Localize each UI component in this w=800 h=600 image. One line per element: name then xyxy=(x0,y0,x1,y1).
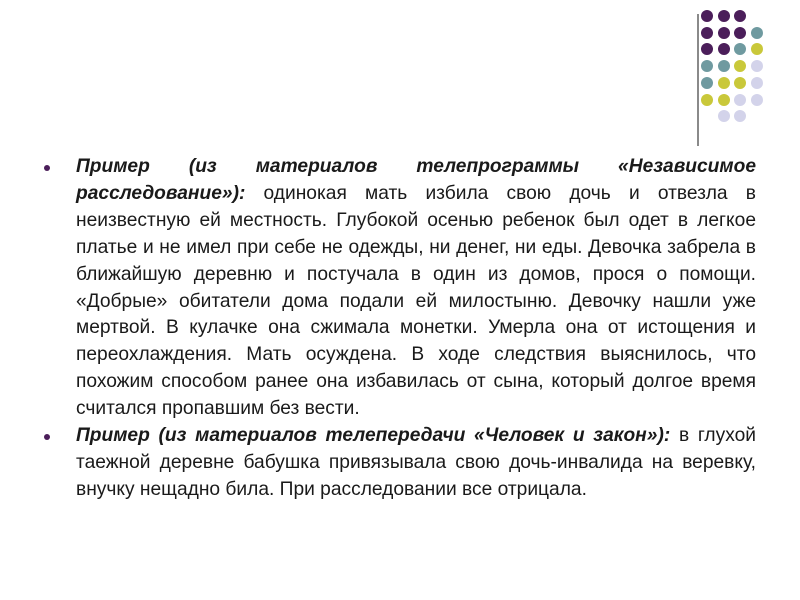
decorative-dot xyxy=(701,94,713,106)
decorative-dot xyxy=(751,77,763,89)
decorative-dot xyxy=(751,27,763,39)
decorative-dot xyxy=(701,60,713,72)
decorative-dot-grid xyxy=(701,10,800,140)
bullet-dot-icon xyxy=(44,165,50,171)
slide-body xyxy=(44,154,756,504)
decorative-dot xyxy=(718,27,730,39)
decorative-dot xyxy=(734,60,746,72)
decorative-dot xyxy=(734,43,746,55)
decorative-dot xyxy=(718,77,730,89)
decorative-dot xyxy=(701,10,713,22)
decorative-dot xyxy=(718,10,730,22)
decorative-dot xyxy=(751,60,763,72)
example-heading: Пример (из материалов телепередачи «Человек и закон»): xyxy=(76,425,671,447)
decorative-dot xyxy=(701,77,713,89)
decorative-dot xyxy=(734,10,746,22)
decorative-vertical-line xyxy=(697,14,699,146)
bullet-item xyxy=(44,423,756,504)
decorative-dot xyxy=(734,77,746,89)
decorative-dot xyxy=(718,60,730,72)
decorative-dot xyxy=(734,27,746,39)
decorative-dot xyxy=(718,110,730,122)
decorative-dot xyxy=(701,43,713,55)
bullet-item xyxy=(44,154,756,423)
example-text: в глухой таежной деревне бабушка привязывала свою дочь-инвалида на веревку, внучку нещадно била. При расследовании все отрицала. xyxy=(76,425,756,500)
decorative-dot xyxy=(701,27,713,39)
decorative-dot xyxy=(751,94,763,106)
decorative-dot xyxy=(751,43,763,55)
bullet-dot-icon xyxy=(44,434,50,440)
decorative-dot xyxy=(718,94,730,106)
decorative-dot xyxy=(734,110,746,122)
decorative-dot xyxy=(734,94,746,106)
decorative-dot xyxy=(718,43,730,55)
example-heading: Пример (из материалов телепрограммы «Независимое расследование»): xyxy=(76,156,756,204)
example-text: одинокая мать избила свою дочь и отвезла в неизвестную ей местность. Глубокой осенью ребенок был одет в легкое платье и не имел при себе не одежды, ни денег, ни еды. Девочка забрела в ближайшую деревню и постучала в один из домов, прося о помощи. «Добрые» обитатели дома подали ей милостыню. Девочку нашли уже мертвой. В кулачке она сжимала монетки. Умерла она от истощения и переохлаждения. Мать осуждена. В ходе следствия выяснилось, что похожим способом ранее она избавилась от сына, который долгое время считался пропавшим без вести. xyxy=(76,182,756,420)
